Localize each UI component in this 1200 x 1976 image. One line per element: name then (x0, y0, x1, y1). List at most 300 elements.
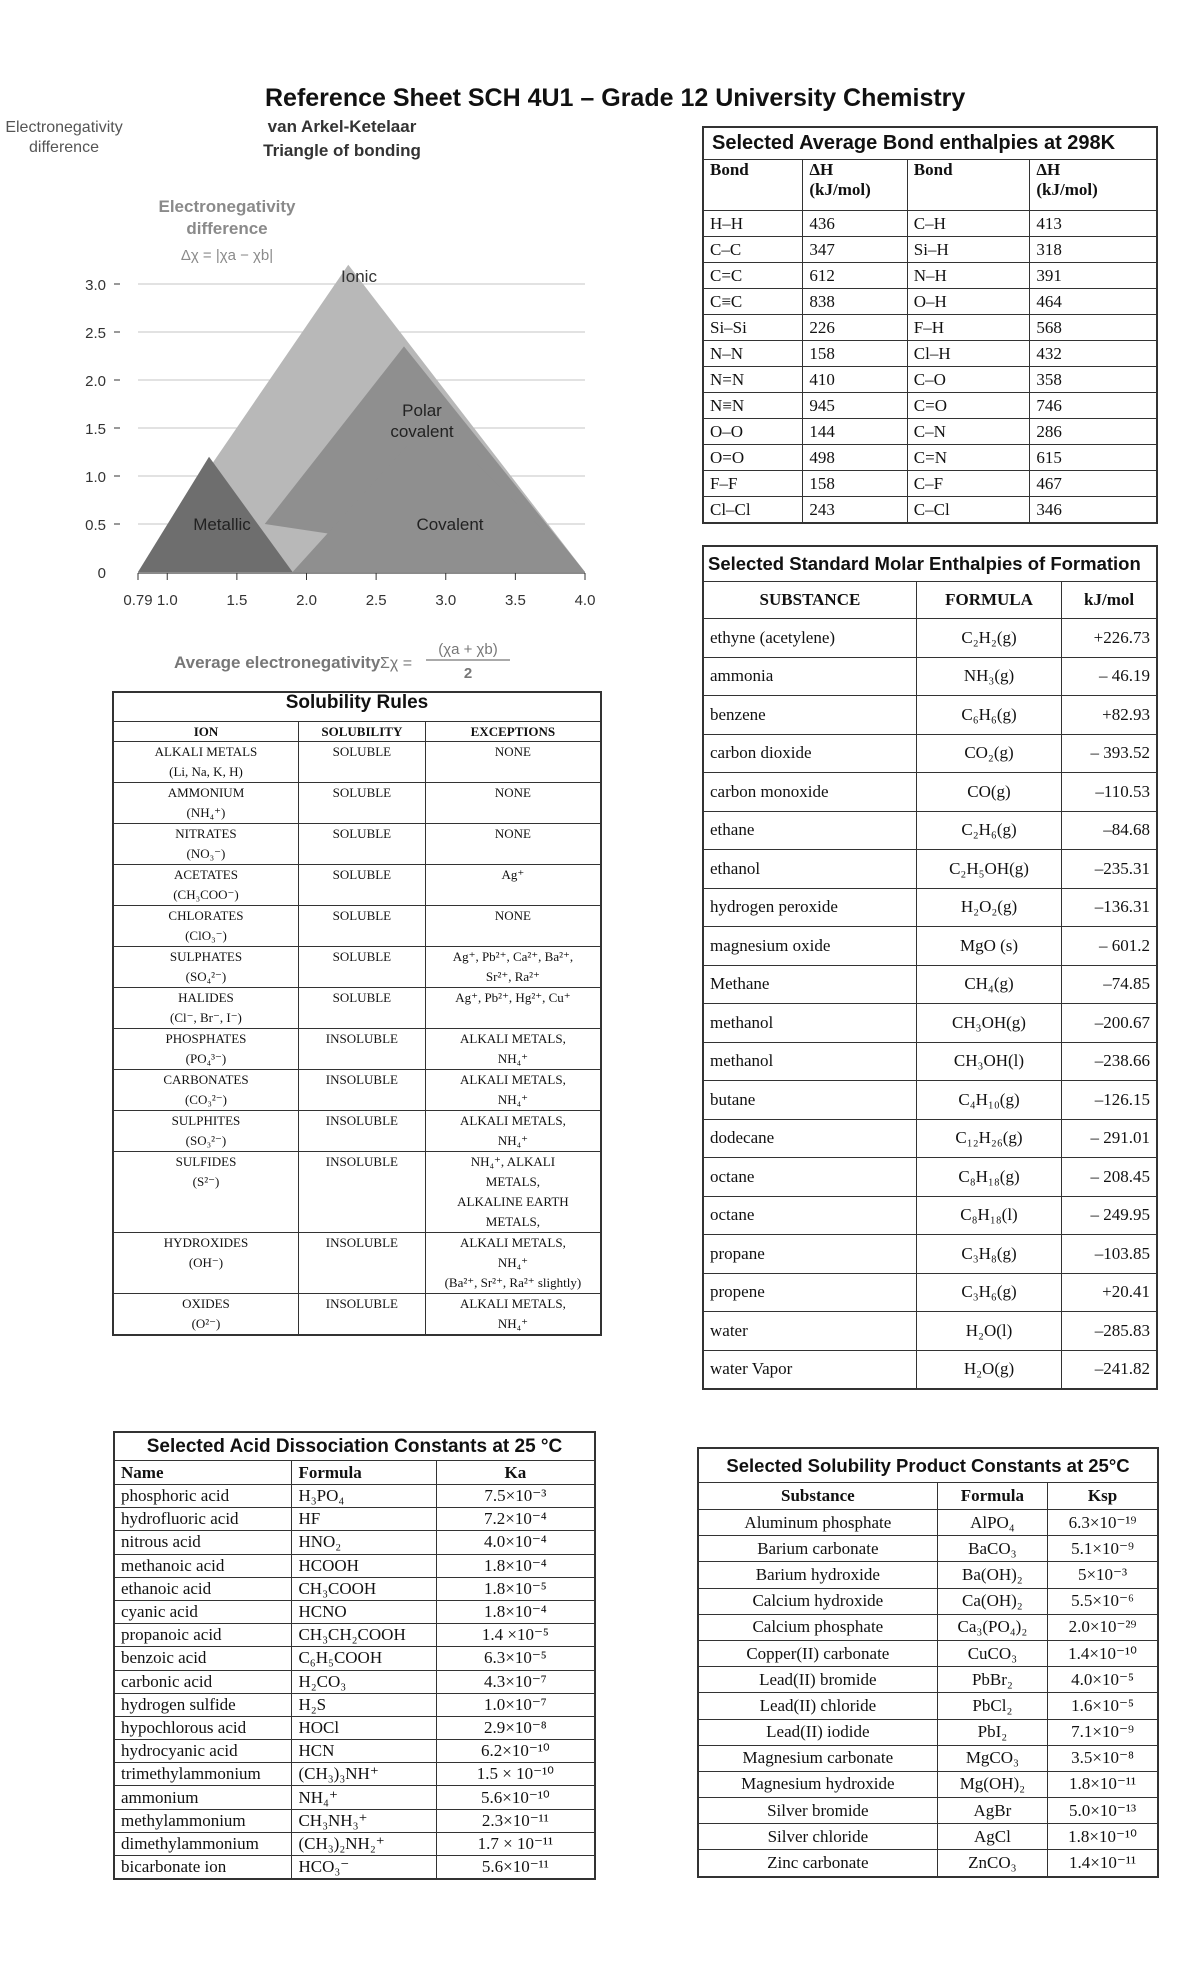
substance-cell: methanol (703, 1042, 916, 1081)
bond-table-caption: Selected Average Bond enthalpies at 298K (703, 127, 1157, 160)
ka-cell: 2.3×10⁻¹¹ (436, 1809, 595, 1832)
formula-cell: CO₂(g) (916, 734, 1061, 773)
table-row (698, 1850, 1158, 1877)
y-tick-label: 1.0 (85, 469, 106, 486)
enthalpy-cell: 432 (1030, 341, 1157, 367)
x-formula-numerator: (χa + χb) (438, 641, 498, 658)
substance-cell: ethane (703, 811, 916, 850)
acid-name-cell: dimethylammonium (114, 1832, 292, 1855)
table-row (703, 263, 1157, 289)
table-row (113, 1029, 601, 1070)
table-row (703, 1196, 1157, 1235)
ka-cell: 1.4 ×10⁻⁵ (436, 1624, 595, 1647)
region-label-polar-line2: covalent (390, 422, 454, 441)
table-row (703, 471, 1157, 497)
table-row (114, 1740, 595, 1763)
formula-cell: MgO (s) (916, 927, 1061, 966)
acid-name-cell: propanoic acid (114, 1624, 292, 1647)
table-row (703, 811, 1157, 850)
solubility-cell: SOLUBLE (298, 906, 425, 947)
enthalpy-cell: – 291.01 (1062, 1119, 1157, 1158)
table-row (703, 1350, 1157, 1389)
table-row (703, 1042, 1157, 1081)
ka-cell: 1.0×10⁻⁷ (436, 1693, 595, 1716)
table-row (113, 783, 601, 824)
table-row (703, 393, 1157, 419)
substance-cell: Magnesium carbonate (698, 1745, 937, 1771)
enthalpy-cell: –136.31 (1062, 888, 1157, 927)
region-label-polar-line1: Polar (402, 401, 442, 420)
enthalpy-cell: 158 (803, 341, 907, 367)
acid-name-cell: ammonium (114, 1786, 292, 1809)
substance-cell: Barium hydroxide (698, 1562, 937, 1588)
ksp-header-substance: Substance (698, 1483, 937, 1510)
formula-cell: H₂O(l) (916, 1312, 1061, 1351)
acid-name-cell: hydrofluoric acid (114, 1508, 292, 1531)
substance-cell: magnesium oxide (703, 927, 916, 966)
formula-cell: C₂H₅OH(g) (916, 850, 1061, 889)
ksp-cell: 6.3×10⁻¹⁹ (1048, 1510, 1158, 1536)
table-row (114, 1531, 595, 1554)
solubility-cell: SOLUBLE (298, 947, 425, 988)
acid-name-cell: trimethylammonium (114, 1763, 292, 1786)
enthalpy-cell: –235.31 (1062, 850, 1157, 889)
table-row (113, 1111, 601, 1152)
formula-cell: AlPO₄ (937, 1510, 1047, 1536)
enthalpy-cell: – 208.45 (1062, 1158, 1157, 1197)
region-label-covalent: Covalent (416, 515, 484, 534)
ka-cell: 1.8×10⁻⁴ (436, 1600, 595, 1623)
enthalpy-cell: 615 (1030, 445, 1157, 471)
acid-name-cell: carbonic acid (114, 1670, 292, 1693)
table-row (698, 1614, 1158, 1640)
table-row (114, 1693, 595, 1716)
formula-cell: CH₃OH(l) (916, 1042, 1061, 1081)
bond-cell: O–H (907, 289, 1030, 315)
ka-cell: 1.8×10⁻⁴ (436, 1554, 595, 1577)
table-row (703, 696, 1157, 735)
formula-cell: NH₃(g) (916, 657, 1061, 696)
bonding-triangle-chart (5, 112, 610, 692)
enthalpy-cell: –241.82 (1062, 1350, 1157, 1389)
bond-header-dh-1: ΔH (kJ/mol) (803, 160, 907, 211)
table-row (703, 619, 1157, 658)
formula-cell: HNO₂ (292, 1531, 436, 1554)
ion-cell: CARBONATES (CO₃²⁻) (113, 1070, 298, 1111)
solubility-cell: SOLUBLE (298, 742, 425, 783)
solubility-cell: INSOLUBLE (298, 1152, 425, 1233)
table-row (698, 1640, 1158, 1666)
acid-header-ka: Ka (436, 1461, 595, 1485)
ksp-cell: 1.4×10⁻¹¹ (1048, 1850, 1158, 1877)
table-row (698, 1719, 1158, 1745)
formula-cell: ZnCO₃ (937, 1850, 1047, 1877)
acid-header-formula: Formula (292, 1461, 436, 1485)
bond-cell: Cl–H (907, 341, 1030, 367)
enthalpy-cell: 467 (1030, 471, 1157, 497)
enthalpy-cell: – 601.2 (1062, 927, 1157, 966)
ion-cell: ALKALI METALS (Li, Na, K, H) (113, 742, 298, 783)
table-row (703, 1312, 1157, 1351)
exceptions-cell: NONE (425, 824, 601, 865)
exceptions-cell: ALKALI METALS, NH₄⁺ (425, 1294, 601, 1336)
enthalpy-cell: +20.41 (1062, 1273, 1157, 1312)
table-row (113, 906, 601, 947)
enthalpy-cell: –74.85 (1062, 965, 1157, 1004)
table-row (113, 1070, 601, 1111)
x-tick-label: 0.79 (123, 592, 153, 609)
substance-cell: water (703, 1312, 916, 1351)
bond-cell: C–N (907, 419, 1030, 445)
formula-cell: CH₃CH₂COOH (292, 1624, 436, 1647)
table-row (698, 1562, 1158, 1588)
formula-cell: HOCl (292, 1716, 436, 1739)
table-row (698, 1588, 1158, 1614)
bond-cell: C–C (703, 237, 803, 263)
formula-cell: HCN (292, 1740, 436, 1763)
table-row (113, 1152, 601, 1233)
formula-cell: CH₃COOH (292, 1577, 436, 1600)
exceptions-cell: Ag⁺, Pb²⁺, Hg²⁺, Cu⁺ (425, 988, 601, 1029)
formula-cell: C₂H₆(g) (916, 811, 1061, 850)
ksp-cell: 1.8×10⁻¹⁰ (1048, 1824, 1158, 1850)
table-row (114, 1624, 595, 1647)
substance-cell: ammonia (703, 657, 916, 696)
table-row (698, 1771, 1158, 1797)
bond-cell: N≡N (703, 393, 803, 419)
table-row (703, 657, 1157, 696)
y-tick-label: 1.5 (85, 421, 106, 438)
ksp-cell: 1.8×10⁻¹¹ (1048, 1771, 1158, 1797)
ksp-cell: 5.0×10⁻¹³ (1048, 1798, 1158, 1824)
acid-name-cell: benzoic acid (114, 1647, 292, 1670)
formula-cell: C₆H₆(g) (916, 696, 1061, 735)
ion-cell: HALIDES (Cl⁻, Br⁻, I⁻) (113, 988, 298, 1029)
substance-cell: benzene (703, 696, 916, 735)
ka-cell: 7.5×10⁻³ (436, 1485, 595, 1508)
bond-cell: N–N (703, 341, 803, 367)
ion-cell: HYDROXIDES (OH⁻) (113, 1233, 298, 1294)
enthalpy-cell: –84.68 (1062, 811, 1157, 850)
enthalpy-cell: +226.73 (1062, 619, 1157, 658)
bonding-triangle-svg (5, 112, 610, 692)
enthalpy-cell: 945 (803, 393, 907, 419)
table-row (703, 367, 1157, 393)
solubility-cell: SOLUBLE (298, 988, 425, 1029)
corner-label-line2: difference (29, 139, 99, 156)
enthalpy-cell: – 393.52 (1062, 734, 1157, 773)
ion-cell: SULPHATES (SO₄²⁻) (113, 947, 298, 988)
acid-name-cell: phosphoric acid (114, 1485, 292, 1508)
solubility-header-ion: ION (113, 722, 298, 742)
solubility-cell: SOLUBLE (298, 865, 425, 906)
ksp-cell: 2.0×10⁻²⁹ (1048, 1614, 1158, 1640)
ksp-cell: 5.1×10⁻⁹ (1048, 1536, 1158, 1562)
acid-name-cell: bicarbonate ion (114, 1856, 292, 1880)
table-row (698, 1824, 1158, 1850)
substance-cell: Copper(II) carbonate (698, 1640, 937, 1666)
table-row (113, 824, 601, 865)
bond-cell: H–H (703, 211, 803, 237)
substance-cell: carbon monoxide (703, 773, 916, 812)
table-row (703, 1119, 1157, 1158)
table-row (114, 1600, 595, 1623)
ka-cell: 2.9×10⁻⁸ (436, 1716, 595, 1739)
ka-cell: 5.6×10⁻¹⁰ (436, 1786, 595, 1809)
table-row (114, 1856, 595, 1880)
table-row (113, 742, 601, 783)
table-row (703, 289, 1157, 315)
solubility-cell: INSOLUBLE (298, 1233, 425, 1294)
enthalpy-cell: 318 (1030, 237, 1157, 263)
table-row (703, 341, 1157, 367)
substance-cell: Zinc carbonate (698, 1850, 937, 1877)
substance-cell: dodecane (703, 1119, 916, 1158)
formula-cell: H₂S (292, 1693, 436, 1716)
enthalpy-cell: 226 (803, 315, 907, 341)
formation-header-substance: SUBSTANCE (703, 582, 916, 619)
enthalpy-cell: –110.53 (1062, 773, 1157, 812)
enthalpy-cell: – 249.95 (1062, 1196, 1157, 1235)
bond-cell: C≡C (703, 289, 803, 315)
formula-cell: C₈H₁₈(l) (916, 1196, 1061, 1235)
ksp-cell: 5.5×10⁻⁶ (1048, 1588, 1158, 1614)
acid-dissociation-table (113, 1431, 596, 1880)
ion-cell: ACETATES (CH₃COO⁻) (113, 865, 298, 906)
acid-name-cell: hypochlorous acid (114, 1716, 292, 1739)
enthalpy-cell: 568 (1030, 315, 1157, 341)
table-row (698, 1667, 1158, 1693)
ka-cell: 4.3×10⁻⁷ (436, 1670, 595, 1693)
formation-header-kjmol: kJ/mol (1062, 582, 1157, 619)
table-row (114, 1809, 595, 1832)
acid-name-cell: cyanic acid (114, 1600, 292, 1623)
acid-header-name: Name (114, 1461, 292, 1485)
formula-cell: HCO₃⁻ (292, 1856, 436, 1880)
triangle-heading-line2: Triangle of bonding (263, 141, 421, 160)
substance-cell: Calcium phosphate (698, 1614, 937, 1640)
table-row (113, 947, 601, 988)
table-row (703, 1235, 1157, 1274)
substance-cell: ethanol (703, 850, 916, 889)
formula-cell: NH₄⁺ (292, 1786, 436, 1809)
substance-cell: Barium carbonate (698, 1536, 937, 1562)
y-tick-label: 0 (97, 565, 106, 582)
enthalpy-cell: 358 (1030, 367, 1157, 393)
bond-cell: C–F (907, 471, 1030, 497)
inner-formula: Δχ = |χa − χb| (180, 247, 274, 264)
formula-cell: MgCO₃ (937, 1745, 1047, 1771)
formula-cell: C₄H₁₀(g) (916, 1081, 1061, 1120)
x-formula-left: Σχ = (380, 655, 413, 672)
ka-cell: 6.3×10⁻⁵ (436, 1647, 595, 1670)
ion-cell: NITRATES (NO₃⁻) (113, 824, 298, 865)
table-row (113, 1294, 601, 1336)
enthalpy-cell: 346 (1030, 497, 1157, 524)
enthalpy-cell: 243 (803, 497, 907, 524)
table-row (703, 734, 1157, 773)
formula-cell: C₈H₁₈(g) (916, 1158, 1061, 1197)
table-row (703, 850, 1157, 889)
bond-cell: N–H (907, 263, 1030, 289)
substance-cell: hydrogen peroxide (703, 888, 916, 927)
ksp-cell: 7.1×10⁻⁹ (1048, 1719, 1158, 1745)
formula-cell: C₃H₈(g) (916, 1235, 1061, 1274)
table-row (114, 1786, 595, 1809)
ion-cell: SULFIDES (S²⁻) (113, 1152, 298, 1233)
formula-cell: H₂O₂(g) (916, 888, 1061, 927)
solubility-cell: SOLUBLE (298, 824, 425, 865)
bond-cell: F–F (703, 471, 803, 497)
exceptions-cell: NH₄⁺, ALKALI METALS, ALKALINE EARTH METALS, (425, 1152, 601, 1233)
substance-cell: propane (703, 1235, 916, 1274)
substance-cell: ethyne (acetylene) (703, 619, 916, 658)
substance-cell: Lead(II) bromide (698, 1667, 937, 1693)
formula-cell: CH₃NH₃⁺ (292, 1809, 436, 1832)
formula-cell: CuCO₃ (937, 1640, 1047, 1666)
substance-cell: Aluminum phosphate (698, 1510, 937, 1536)
ka-cell: 5.6×10⁻¹¹ (436, 1856, 595, 1880)
bond-cell: C–Cl (907, 497, 1030, 524)
substance-cell: Calcium hydroxide (698, 1588, 937, 1614)
table-row (114, 1485, 595, 1508)
solubility-cell: SOLUBLE (298, 783, 425, 824)
ion-cell: OXIDES (O²⁻) (113, 1294, 298, 1336)
solubility-header-solubility: SOLUBILITY (298, 722, 425, 742)
solubility-rules-table (112, 691, 602, 1336)
substance-cell: Silver bromide (698, 1798, 937, 1824)
bond-cell: C–H (907, 211, 1030, 237)
enthalpy-cell: +82.93 (1062, 696, 1157, 735)
bond-header-bond-2: Bond (907, 160, 1030, 211)
solubility-cell: INSOLUBLE (298, 1111, 425, 1152)
ka-cell: 1.5 × 10⁻¹⁰ (436, 1763, 595, 1786)
y-tick-label: 3.0 (85, 277, 106, 294)
substance-cell: Methane (703, 965, 916, 1004)
acid-name-cell: ethanoic acid (114, 1577, 292, 1600)
x-tick-label: 2.0 (296, 592, 317, 609)
formula-cell: PbI₂ (937, 1719, 1047, 1745)
ka-cell: 6.2×10⁻¹⁰ (436, 1740, 595, 1763)
bond-cell: F–H (907, 315, 1030, 341)
enthalpy-cell: 746 (1030, 393, 1157, 419)
acid-name-cell: hydrogen sulfide (114, 1693, 292, 1716)
table-row (703, 419, 1157, 445)
triangle-heading-line1: van Arkel-Ketelaar (267, 117, 417, 136)
region-label-metallic: Metallic (193, 515, 251, 534)
table-row (703, 445, 1157, 471)
exceptions-cell: ALKALI METALS, NH₄⁺ (Ba²⁺, Sr²⁺, Ra²⁺ slightly) (425, 1233, 601, 1294)
ion-cell: AMMONIUM (NH₄⁺) (113, 783, 298, 824)
ksp-header-ksp: Ksp (1048, 1483, 1158, 1510)
enthalpy-cell: –126.15 (1062, 1081, 1157, 1120)
formula-cell: Ca₃(PO₄)₂ (937, 1614, 1047, 1640)
enthalpy-cell: 391 (1030, 263, 1157, 289)
formula-cell: PbCl₂ (937, 1693, 1047, 1719)
bond-cell: O–O (703, 419, 803, 445)
formula-cell: C₁₂H₂₆(g) (916, 1119, 1061, 1158)
table-row (703, 1273, 1157, 1312)
formation-header-formula: FORMULA (916, 582, 1061, 619)
table-row (114, 1716, 595, 1739)
ksp-cell: 4.0×10⁻⁵ (1048, 1667, 1158, 1693)
region-label-ionic: Ionic (341, 267, 377, 286)
substance-cell: carbon dioxide (703, 734, 916, 773)
formula-cell: AgCl (937, 1824, 1047, 1850)
ksp-header-formula: Formula (937, 1483, 1047, 1510)
enthalpy-cell: 436 (803, 211, 907, 237)
ksp-cell: 3.5×10⁻⁸ (1048, 1745, 1158, 1771)
enthalpy-cell: 144 (803, 419, 907, 445)
enthalpy-cell: 464 (1030, 289, 1157, 315)
x-tick-label: 1.5 (226, 592, 248, 609)
y-tick-label: 0.5 (85, 517, 106, 534)
exceptions-cell: NONE (425, 742, 601, 783)
x-tick-label: 3.5 (504, 592, 526, 609)
enthalpy-cell: 413 (1030, 211, 1157, 237)
exceptions-cell: ALKALI METALS, NH₄⁺ (425, 1070, 601, 1111)
table-row (113, 865, 601, 906)
solubility-cell: INSOLUBLE (298, 1294, 425, 1336)
ksp-cell: 5×10⁻³ (1048, 1562, 1158, 1588)
enthalpy-cell: 286 (1030, 419, 1157, 445)
enthalpy-cell: 410 (803, 367, 907, 393)
table-row (114, 1647, 595, 1670)
enthalpy-cell: 158 (803, 471, 907, 497)
substance-cell: methanol (703, 1004, 916, 1043)
substance-cell: Silver chloride (698, 1824, 937, 1850)
inner-label-line1: Electronegativity (158, 197, 296, 216)
substance-cell: Magnesium hydroxide (698, 1771, 937, 1797)
table-row (114, 1763, 595, 1786)
acid-name-cell: hydrocyanic acid (114, 1740, 292, 1763)
ka-cell: 1.8×10⁻⁵ (436, 1577, 595, 1600)
x-formula-denominator: 2 (463, 665, 473, 682)
ka-cell: 4.0×10⁻⁴ (436, 1531, 595, 1554)
x-tick-label: 1.0 (156, 592, 178, 609)
exceptions-cell: NONE (425, 783, 601, 824)
formula-cell: HCNO (292, 1600, 436, 1623)
table-row (703, 211, 1157, 237)
x-tick-label: 3.0 (435, 592, 457, 609)
corner-label-line1: Electronegativity (5, 119, 123, 136)
substance-cell: butane (703, 1081, 916, 1120)
formation-table-caption: Selected Standard Molar Enthalpies of Formation (703, 546, 1157, 582)
formula-cell: HF (292, 1508, 436, 1531)
ka-cell: 7.2×10⁻⁴ (436, 1508, 595, 1531)
bond-header-dh-2: ΔH (kJ/mol) (1030, 160, 1157, 211)
inner-label-line2: difference (186, 219, 268, 238)
ksp-table-caption: Selected Solubility Product Constants at 25°C (698, 1448, 1158, 1483)
formula-cell: PbBr₂ (937, 1667, 1047, 1693)
substance-cell: octane (703, 1158, 916, 1197)
table-row (113, 1233, 601, 1294)
table-row (703, 888, 1157, 927)
exceptions-cell: ALKALI METALS, NH₄⁺ (425, 1111, 601, 1152)
table-row (698, 1536, 1158, 1562)
enthalpy-cell: –200.67 (1062, 1004, 1157, 1043)
formula-cell: Ba(OH)₂ (937, 1562, 1047, 1588)
formation-enthalpy-table (702, 545, 1158, 1390)
page-title: Reference Sheet SCH 4U1 – Grade 12 University Chemistry (265, 84, 966, 112)
exceptions-cell: NONE (425, 906, 601, 947)
formula-cell: Mg(OH)₂ (937, 1771, 1047, 1797)
bond-cell: O=O (703, 445, 803, 471)
table-row (698, 1798, 1158, 1824)
formula-cell: H₂O(g) (916, 1350, 1061, 1389)
enthalpy-cell: –238.66 (1062, 1042, 1157, 1081)
table-row (703, 1158, 1157, 1197)
